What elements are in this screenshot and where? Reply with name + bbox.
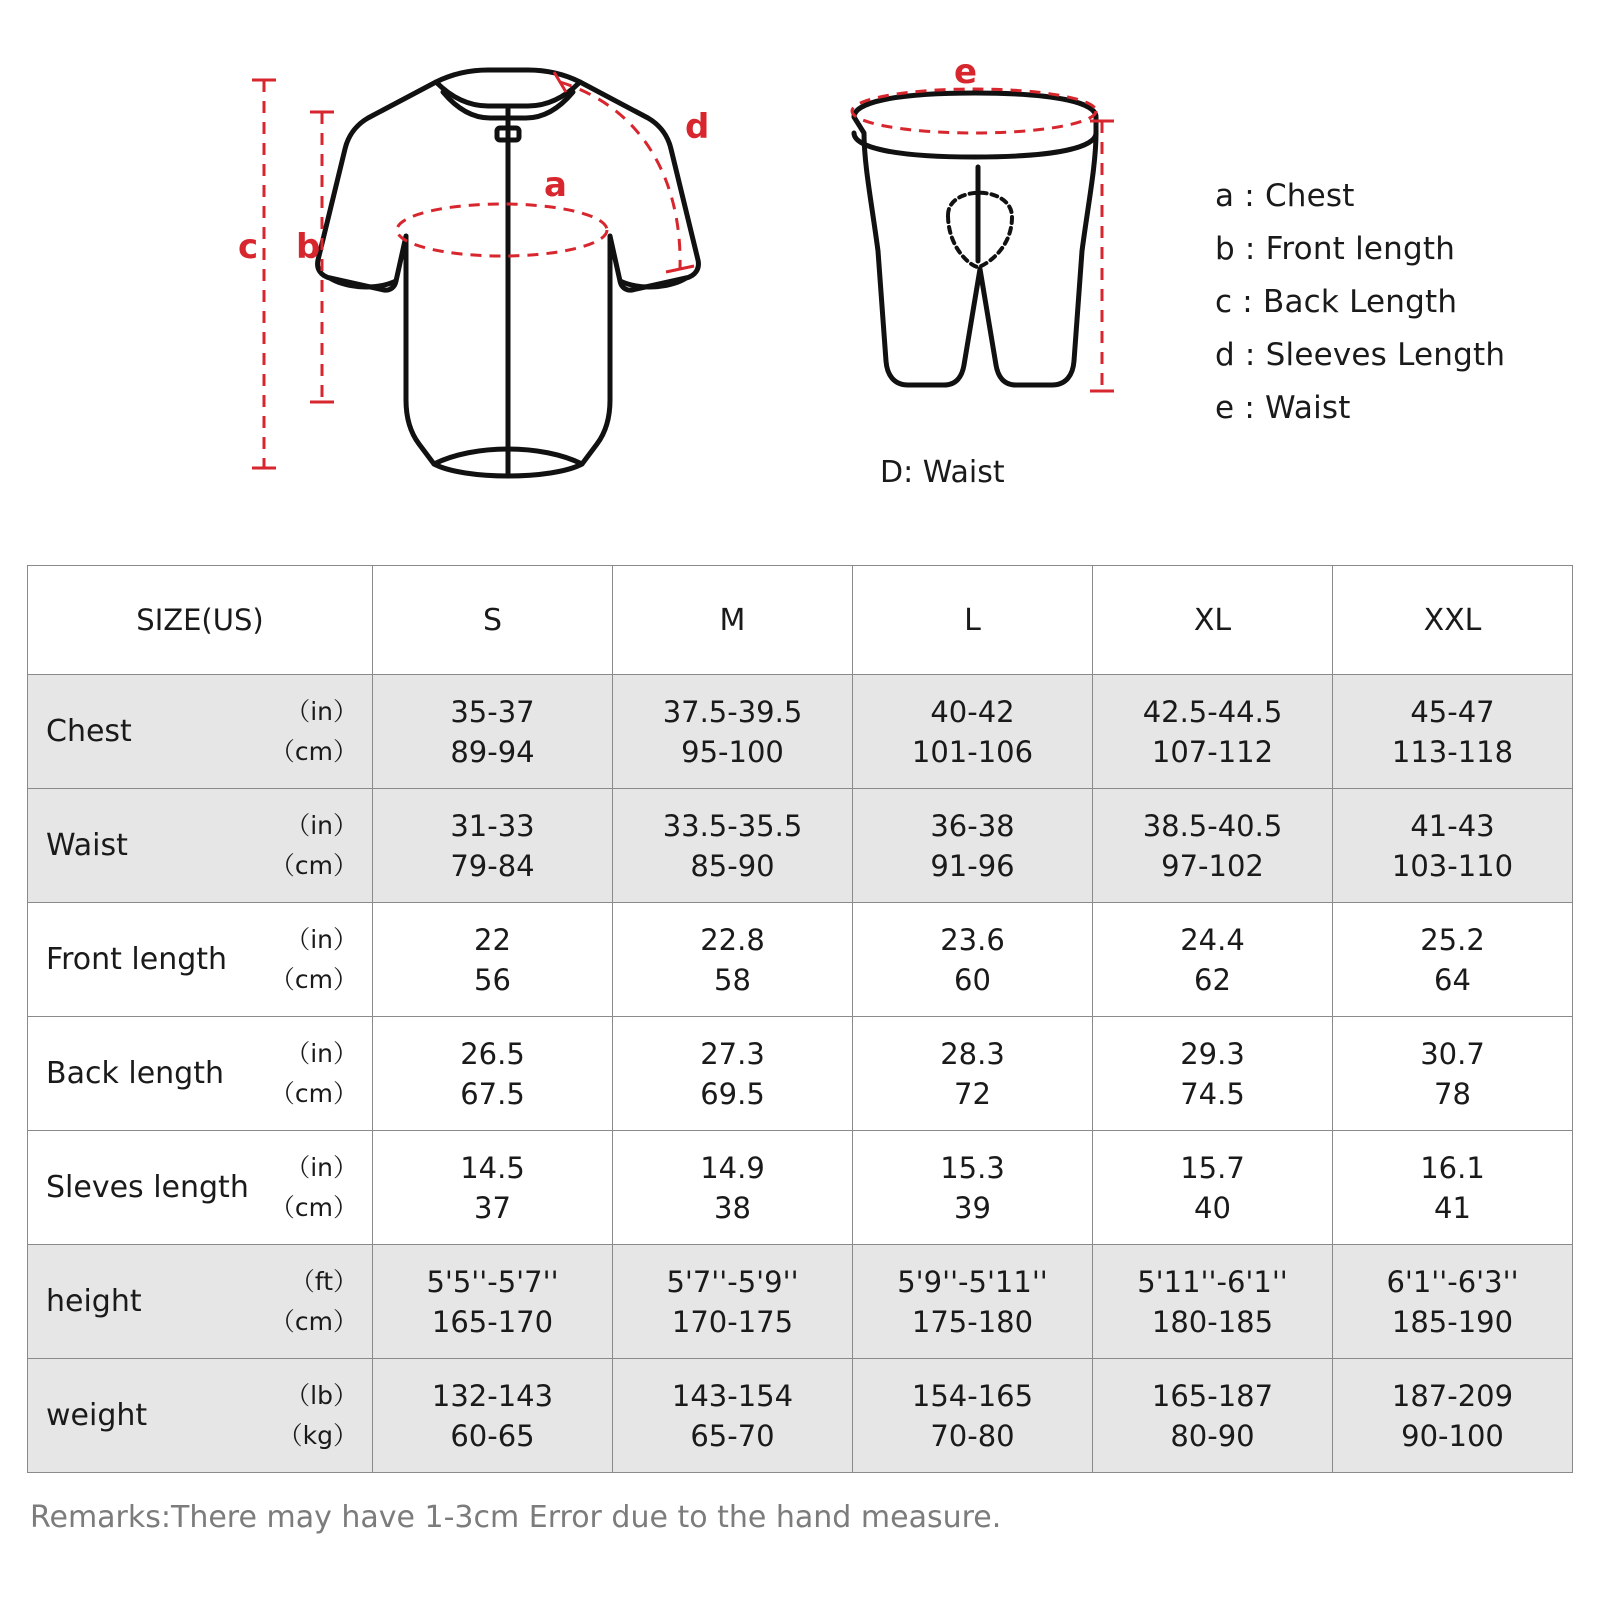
value-cell	[373, 903, 613, 1017]
unit-label: （kg）	[277, 1420, 358, 1450]
row-units	[270, 920, 358, 1000]
value-text: 143-154	[671, 1378, 794, 1413]
row-label-cell	[28, 789, 373, 903]
value-cell	[613, 1359, 853, 1473]
value-cell	[373, 1017, 613, 1131]
value-cell	[1093, 1017, 1333, 1131]
legend-item-front-length: b : Front length	[1215, 231, 1456, 267]
value-cell	[1333, 675, 1573, 789]
label-a: a	[544, 165, 567, 205]
value-text: 180-185	[1151, 1304, 1274, 1339]
legend-item-sleeves-length: d : Sleeves Length	[1215, 337, 1506, 373]
row-units	[270, 1034, 358, 1114]
value-text: 60-65	[450, 1418, 535, 1453]
size-table-wrap	[27, 565, 1572, 1473]
value-text: 37	[474, 1190, 511, 1225]
size-table	[27, 565, 1573, 1473]
value-cell	[853, 903, 1093, 1017]
row-label-cell	[28, 1131, 373, 1245]
value-cell	[1093, 1359, 1333, 1473]
label-b: b	[296, 227, 321, 267]
row-label-cell	[28, 1017, 373, 1131]
unit-label: （in）	[285, 1038, 358, 1068]
table-row	[28, 1017, 1573, 1131]
header-size-m: M	[613, 566, 853, 675]
value-text: 36-38	[930, 808, 1015, 843]
row-label: Chest	[46, 714, 132, 749]
value-cell	[373, 1245, 613, 1359]
value-text: 38	[714, 1190, 751, 1225]
value-text: 41-43	[1410, 808, 1495, 843]
value-cell	[373, 1359, 613, 1473]
value-text: 42.5-44.5	[1142, 694, 1283, 729]
value-cell	[1093, 903, 1333, 1017]
value-text: 28.3	[940, 1036, 1005, 1071]
row-label-cell	[28, 1359, 373, 1473]
row-label: Front length	[46, 942, 228, 977]
value-text: 15.7	[1180, 1150, 1245, 1185]
header-size-us: SIZE(US)	[28, 566, 373, 675]
unit-label: （in）	[285, 924, 358, 954]
value-text: 65-70	[690, 1418, 775, 1453]
unit-label: （cm）	[269, 1192, 358, 1222]
value-cell	[613, 903, 853, 1017]
row-units	[270, 1262, 358, 1342]
value-cell	[1333, 789, 1573, 903]
value-text: 14.9	[700, 1150, 765, 1185]
value-text: 79-84	[450, 848, 535, 883]
value-cell	[853, 1131, 1093, 1245]
value-cell	[1093, 1245, 1333, 1359]
value-text: 39	[954, 1190, 991, 1225]
value-text: 22.8	[700, 922, 765, 957]
value-text: 85-90	[690, 848, 775, 883]
value-text: 60	[954, 962, 991, 997]
row-units	[270, 692, 358, 772]
value-cell	[613, 1245, 853, 1359]
value-text: 91-96	[930, 848, 1015, 883]
value-cell	[613, 1017, 853, 1131]
value-text: 58	[714, 962, 751, 997]
value-cell	[373, 789, 613, 903]
value-text: 78	[1434, 1076, 1471, 1111]
unit-label: （in）	[285, 810, 358, 840]
value-cell	[613, 1131, 853, 1245]
value-text: 80-90	[1170, 1418, 1255, 1453]
table-row	[28, 1131, 1573, 1245]
row-label-cell	[28, 675, 373, 789]
value-text: 165-170	[431, 1304, 554, 1339]
jersey-measure-annotations	[230, 40, 730, 500]
row-label-cell	[28, 903, 373, 1017]
value-text: 40-42	[930, 694, 1015, 729]
value-text: 23.6	[940, 922, 1005, 957]
value-text: 40	[1194, 1190, 1231, 1225]
unit-label: （cm）	[269, 1078, 358, 1108]
value-cell	[853, 1245, 1093, 1359]
value-text: 97-102	[1161, 848, 1264, 883]
value-text: 5'9''-5'11''	[897, 1264, 1048, 1299]
shorts-measure-annotations	[828, 55, 1128, 425]
unit-label: （in）	[285, 1152, 358, 1182]
table-row	[28, 675, 1573, 789]
value-cell	[853, 675, 1093, 789]
value-text: 69.5	[700, 1076, 765, 1111]
value-text: 16.1	[1420, 1150, 1485, 1185]
value-text: 74.5	[1180, 1076, 1245, 1111]
header-size-xl: XL	[1093, 566, 1333, 675]
value-cell	[1333, 1245, 1573, 1359]
table-header-row	[28, 566, 1573, 675]
legend-list	[1215, 170, 1505, 435]
value-text: 154-165	[911, 1378, 1034, 1413]
value-text: 27.3	[700, 1036, 765, 1071]
row-label: Back length	[46, 1056, 224, 1091]
value-text: 25.2	[1420, 922, 1485, 957]
value-text: 70-80	[930, 1418, 1015, 1453]
header-size-xxl: XXL	[1333, 566, 1573, 675]
value-text: 175-180	[911, 1304, 1034, 1339]
table-row	[28, 903, 1573, 1017]
value-cell	[1093, 1131, 1333, 1245]
value-text: 5'5''-5'7''	[426, 1264, 559, 1299]
value-cell	[853, 1017, 1093, 1131]
value-cell	[613, 675, 853, 789]
label-e: e	[954, 55, 978, 92]
row-units	[270, 806, 358, 886]
unit-label: （cm）	[269, 964, 358, 994]
value-text: 187-209	[1391, 1378, 1514, 1413]
legend-item-chest: a : Chest	[1215, 178, 1355, 214]
label-d: d	[685, 107, 710, 147]
value-cell	[373, 675, 613, 789]
value-cell	[1333, 1359, 1573, 1473]
value-text: 22	[474, 922, 511, 957]
value-text: 31-33	[450, 808, 535, 843]
value-text: 56	[474, 962, 511, 997]
value-text: 33.5-35.5	[662, 808, 803, 843]
unit-label: （ft）	[289, 1266, 358, 1296]
value-text: 62	[1194, 962, 1231, 997]
value-cell	[373, 1131, 613, 1245]
value-text: 5'11''-6'1''	[1137, 1264, 1288, 1299]
value-text: 5'7''-5'9''	[666, 1264, 799, 1299]
row-label: Sleves length	[46, 1170, 249, 1205]
value-text: 26.5	[460, 1036, 525, 1071]
value-cell	[1333, 1131, 1573, 1245]
value-text: 95-100	[681, 734, 784, 769]
row-units	[270, 1148, 358, 1228]
value-cell	[1093, 789, 1333, 903]
value-text: 101-106	[911, 734, 1034, 769]
value-text: 38.5-40.5	[1142, 808, 1283, 843]
row-label-cell	[28, 1245, 373, 1359]
waist-caption: D: Waist	[880, 455, 1005, 490]
table-row	[28, 789, 1573, 903]
value-text: 185-190	[1391, 1304, 1514, 1339]
value-text: 72	[954, 1076, 991, 1111]
value-text: 64	[1434, 962, 1471, 997]
value-text: 37.5-39.5	[662, 694, 803, 729]
value-text: 170-175	[671, 1304, 794, 1339]
value-text: 41	[1434, 1190, 1471, 1225]
value-text: 24.4	[1180, 922, 1245, 957]
value-text: 132-143	[431, 1378, 554, 1413]
value-cell	[613, 789, 853, 903]
value-cell	[1333, 903, 1573, 1017]
table-row	[28, 1359, 1573, 1473]
row-label: height	[46, 1284, 142, 1319]
value-text: 35-37	[450, 694, 535, 729]
label-c: c	[238, 227, 259, 267]
value-cell	[853, 789, 1093, 903]
value-cell	[1093, 675, 1333, 789]
value-text: 29.3	[1180, 1036, 1245, 1071]
unit-label: （cm）	[269, 850, 358, 880]
garment-diagram	[0, 0, 1601, 530]
value-text: 15.3	[940, 1150, 1005, 1185]
table-row	[28, 1245, 1573, 1359]
legend-item-back-length: c : Back Length	[1215, 284, 1458, 320]
row-label: weight	[46, 1398, 148, 1433]
legend-item-waist: e : Waist	[1215, 390, 1351, 426]
unit-label: （in）	[285, 696, 358, 726]
row-label: Waist	[46, 828, 128, 863]
value-text: 45-47	[1410, 694, 1495, 729]
remarks-text: Remarks:There may have 1-3cm Error due to the hand measure.	[30, 1500, 1002, 1535]
value-text: 14.5	[460, 1150, 525, 1185]
value-text: 6'1''-6'3''	[1386, 1264, 1519, 1299]
value-cell	[1333, 1017, 1573, 1131]
value-text: 103-110	[1391, 848, 1514, 883]
value-cell	[853, 1359, 1093, 1473]
unit-label: （cm）	[269, 1306, 358, 1336]
row-units	[278, 1376, 358, 1456]
unit-label: （cm）	[269, 736, 358, 766]
value-text: 67.5	[460, 1076, 525, 1111]
value-text: 107-112	[1151, 734, 1274, 769]
value-text: 165-187	[1151, 1378, 1274, 1413]
header-size-l: L	[853, 566, 1093, 675]
value-text: 90-100	[1401, 1418, 1504, 1453]
value-text: 113-118	[1391, 734, 1514, 769]
unit-label: （lb）	[285, 1380, 358, 1410]
value-text: 89-94	[450, 734, 535, 769]
header-size-s: S	[373, 566, 613, 675]
value-text: 30.7	[1420, 1036, 1485, 1071]
